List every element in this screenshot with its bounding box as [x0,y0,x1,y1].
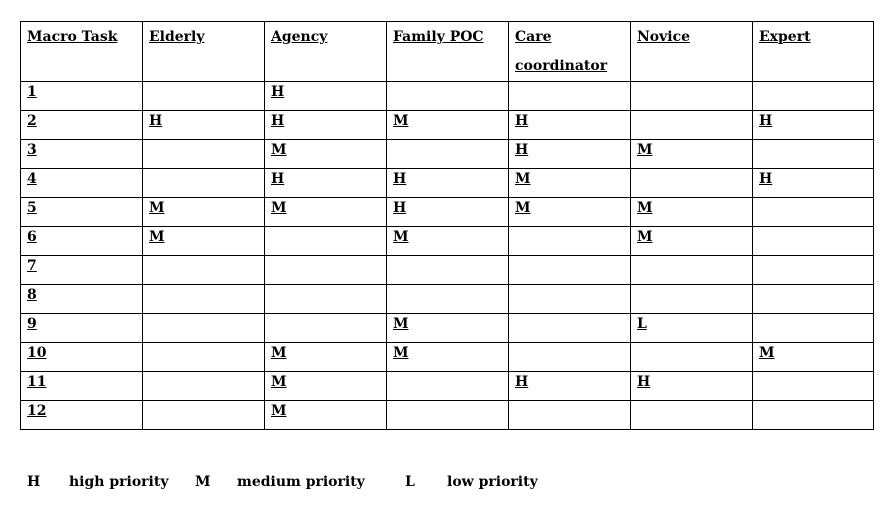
cell-agency [265,227,387,256]
priority-value: M [515,171,531,187]
table-row [21,198,874,227]
cell-task-number [21,314,143,343]
cell-family-poc [387,314,509,343]
task-number-label: 11 [27,374,47,390]
task-number-label: 4 [27,171,37,187]
priority-value: M [759,345,775,361]
cell-care-coordinator [509,169,631,198]
cell-family-poc [387,82,509,111]
task-number-label: 9 [27,316,37,332]
cell-novice [631,227,753,256]
cell-novice [631,82,753,111]
cell-agency [265,198,387,227]
table-row [21,343,874,372]
cell-care-coordinator [509,314,631,343]
table-row [21,372,874,401]
cell-expert [753,82,874,111]
cell-elderly [143,314,265,343]
cell-agency [265,169,387,198]
cell-agency [265,285,387,314]
cell-task-number [21,227,143,256]
header-agency: Agency [265,22,387,82]
cell-elderly [143,140,265,169]
priority-value: M [393,345,409,361]
priority-value: M [393,229,409,245]
header-expert: Expert [753,22,874,82]
cell-care-coordinator [509,198,631,227]
priority-value: H [637,374,651,390]
cell-elderly [143,256,265,285]
priority-value: M [393,113,409,129]
priority-value: H [271,84,285,100]
cell-novice [631,314,753,343]
priority-value: H [515,142,529,158]
cell-care-coordinator [509,227,631,256]
table-row [21,111,874,140]
priority-value: L [637,316,647,332]
priority-value: M [271,200,287,216]
legend-medium-code: M [195,474,211,490]
priority-value: M [271,374,287,390]
priority-value: M [637,229,653,245]
cell-expert [753,343,874,372]
priority-value: M [271,345,287,361]
priority-value: H [759,171,773,187]
cell-expert [753,285,874,314]
table-row [21,140,874,169]
task-number-label: 6 [27,229,37,245]
cell-agency [265,111,387,140]
cell-expert [753,111,874,140]
cell-agency [265,256,387,285]
task-number-label: 2 [27,113,37,129]
table-body [21,82,874,430]
cell-elderly [143,198,265,227]
cell-expert [753,314,874,343]
cell-expert [753,401,874,430]
cell-elderly [143,111,265,140]
cell-elderly [143,372,265,401]
cell-family-poc [387,140,509,169]
cell-expert [753,372,874,401]
header-family-poc: Family POC [387,22,509,82]
cell-task-number [21,169,143,198]
cell-novice [631,198,753,227]
priority-value: M [271,142,287,158]
cell-expert [753,256,874,285]
table-row [21,285,874,314]
legend-high-code: H [27,474,41,490]
header-row [21,22,874,82]
priority-value: H [149,113,163,129]
cell-task-number [21,372,143,401]
cell-agency [265,343,387,372]
cell-novice [631,372,753,401]
legend-low-code: L [405,474,415,490]
cell-novice [631,343,753,372]
cell-agency [265,82,387,111]
cell-care-coordinator [509,343,631,372]
cell-agency [265,314,387,343]
cell-novice [631,256,753,285]
cell-care-coordinator [509,111,631,140]
cell-agency [265,372,387,401]
cell-family-poc [387,169,509,198]
priority-value: H [515,113,529,129]
cell-task-number [21,343,143,372]
cell-novice [631,169,753,198]
task-number-label: 3 [27,142,37,158]
cell-novice [631,140,753,169]
cell-expert [753,140,874,169]
priority-value: M [149,200,165,216]
cell-task-number [21,401,143,430]
task-number-label: 10 [27,345,47,361]
header-novice: Novice [631,22,753,82]
cell-family-poc [387,256,509,285]
cell-expert [753,169,874,198]
task-number-label: 1 [27,84,37,100]
task-number-label: 5 [27,200,37,216]
cell-family-poc [387,285,509,314]
header-elderly: Elderly [143,22,265,82]
priority-value: M [515,200,531,216]
cell-task-number [21,285,143,314]
table-row [21,169,874,198]
cell-care-coordinator [509,401,631,430]
table-row [21,401,874,430]
cell-task-number [21,82,143,111]
cell-family-poc [387,111,509,140]
header-care-coordinator: Care coordinator [509,22,631,82]
priority-value: H [393,200,407,216]
cell-task-number [21,140,143,169]
priority-matrix-table [20,21,874,430]
cell-elderly [143,343,265,372]
cell-task-number [21,111,143,140]
legend-medium-label: medium priority [237,474,365,490]
cell-care-coordinator [509,256,631,285]
cell-expert [753,198,874,227]
priority-value: M [149,229,165,245]
cell-elderly [143,401,265,430]
table-row [21,314,874,343]
priority-value: M [637,142,653,158]
priority-value: H [271,113,285,129]
priority-value: H [515,374,529,390]
cell-novice [631,401,753,430]
cell-novice [631,285,753,314]
cell-family-poc [387,227,509,256]
priority-value: H [393,171,407,187]
cell-elderly [143,169,265,198]
task-number-label: 8 [27,287,37,303]
legend-high-label: high priority [69,474,169,490]
header-macro-task: Macro Task [21,22,143,82]
priority-value: H [759,113,773,129]
table-row [21,256,874,285]
legend-low-label: low priority [447,474,538,490]
cell-elderly [143,227,265,256]
cell-care-coordinator [509,372,631,401]
cell-novice [631,111,753,140]
cell-family-poc [387,198,509,227]
cell-elderly [143,285,265,314]
cell-family-poc [387,401,509,430]
task-number-label: 12 [27,403,47,419]
task-number-label: 7 [27,258,37,274]
cell-agency [265,401,387,430]
table-row [21,82,874,111]
cell-agency [265,140,387,169]
cell-family-poc [387,343,509,372]
priority-value: M [393,316,409,332]
cell-elderly [143,82,265,111]
cell-care-coordinator [509,140,631,169]
cell-family-poc [387,372,509,401]
cell-care-coordinator [509,285,631,314]
table-row [21,227,874,256]
priority-value: H [271,171,285,187]
priority-value: M [637,200,653,216]
cell-care-coordinator [509,82,631,111]
priority-value: M [271,403,287,419]
cell-task-number [21,198,143,227]
cell-expert [753,227,874,256]
cell-task-number [21,256,143,285]
